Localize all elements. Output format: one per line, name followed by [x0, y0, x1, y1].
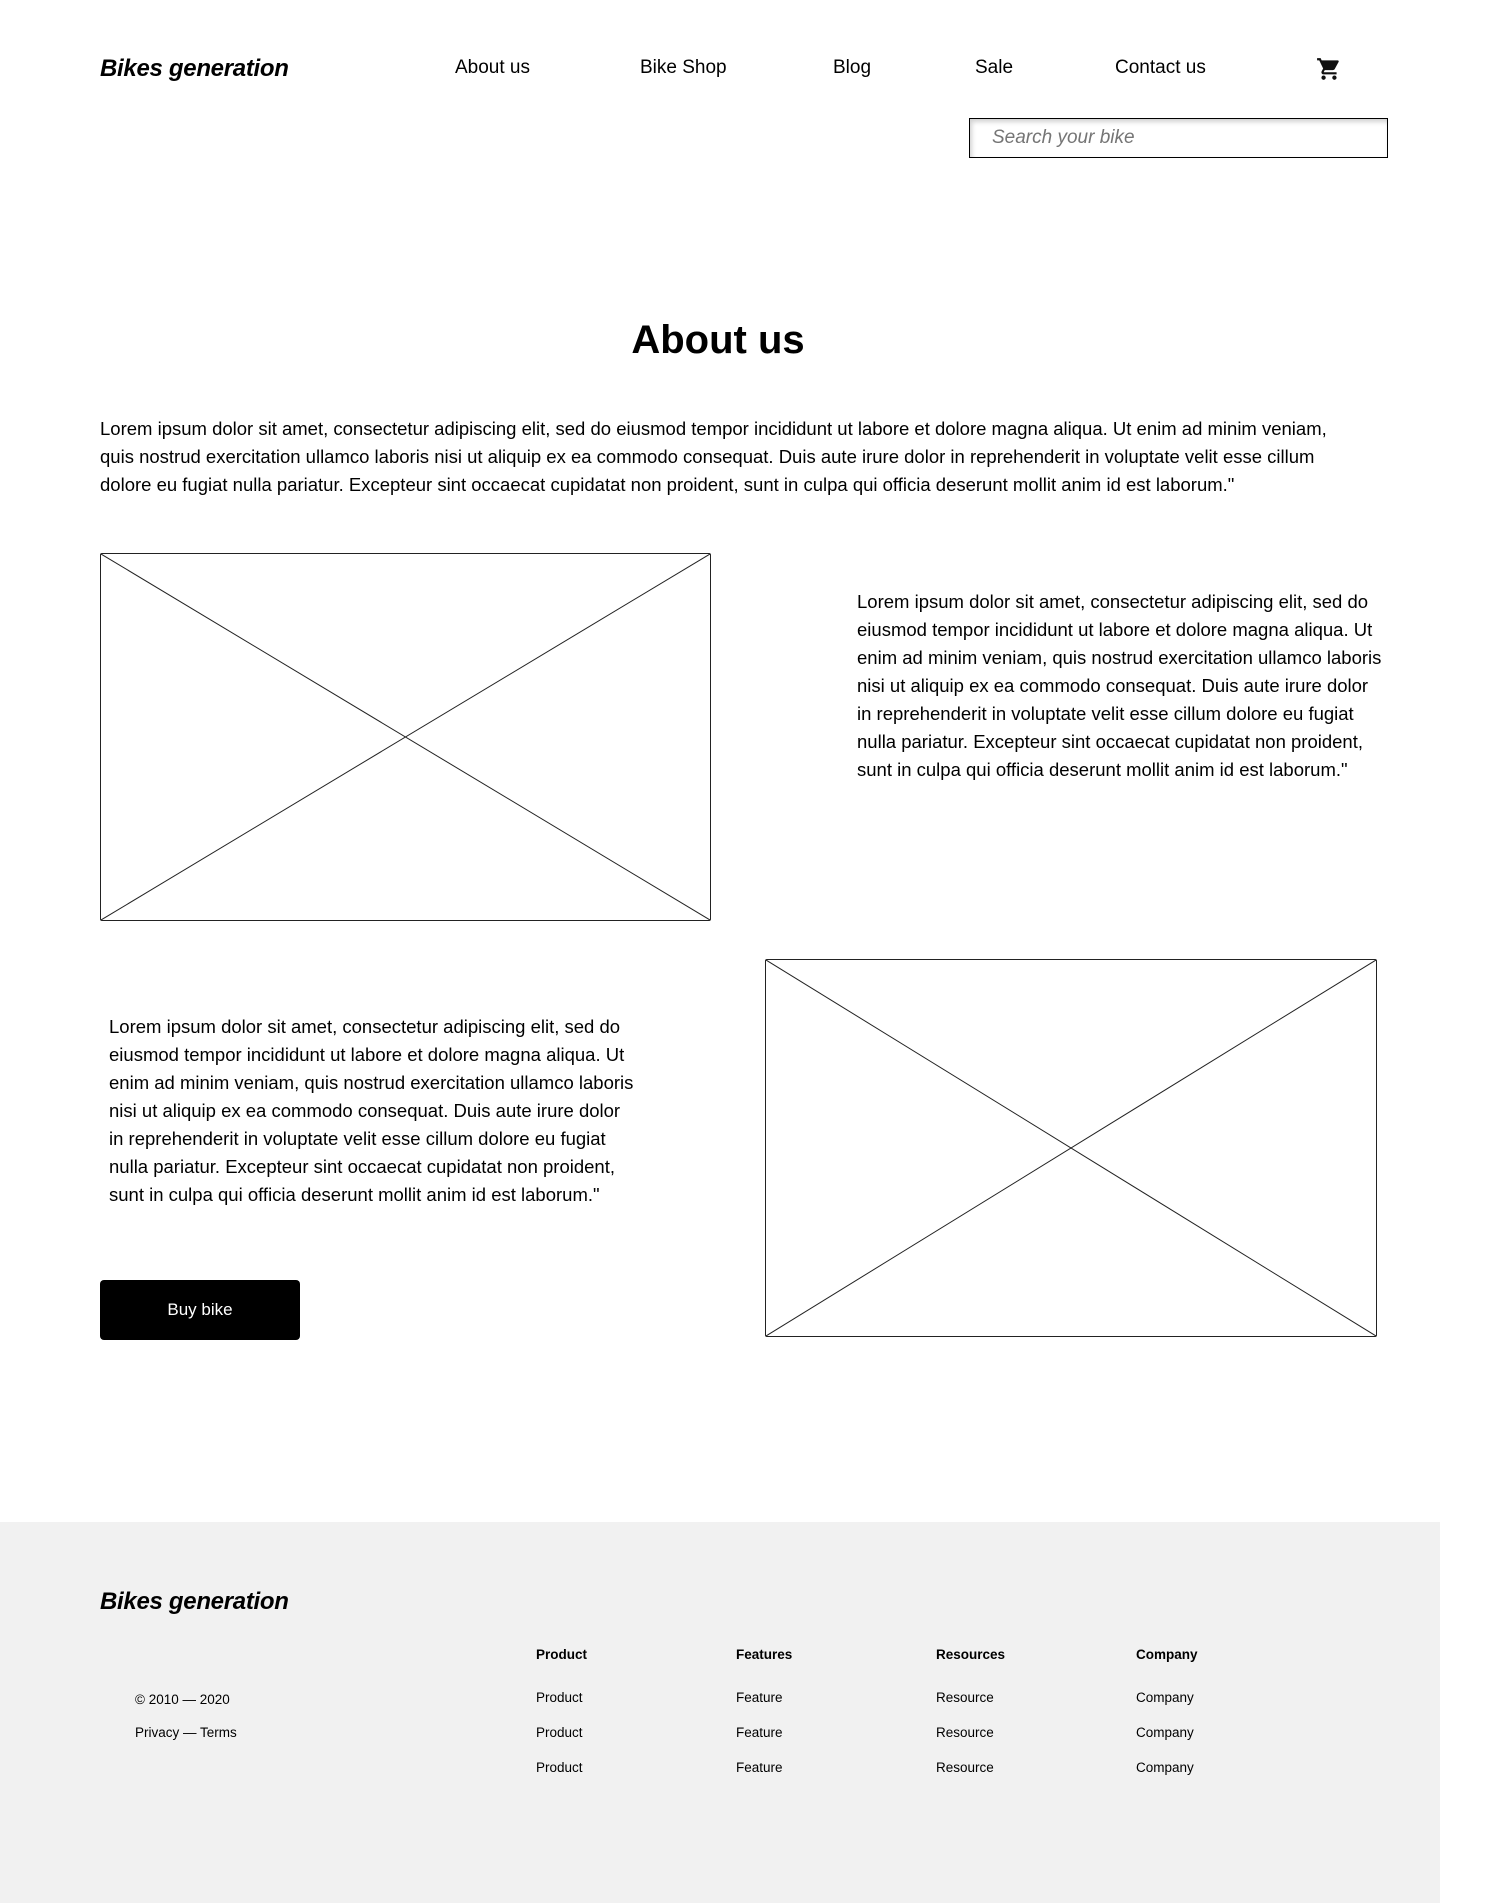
footer-link[interactable]: Resource — [936, 1690, 994, 1705]
footer-link[interactable]: Product — [536, 1690, 583, 1705]
nav-blog[interactable]: Blog — [833, 57, 872, 78]
footer-column-company — [1136, 1647, 1286, 1775]
footer-link[interactable]: Company — [1136, 1725, 1194, 1740]
footer-column-product — [536, 1647, 686, 1775]
footer-link[interactable]: Resource — [936, 1760, 994, 1775]
footer-link[interactable]: Feature — [736, 1725, 783, 1740]
footer-column-resources — [936, 1647, 1086, 1775]
text-block-1: Lorem ipsum dolor sit amet, consectetur adipiscing elit, sed do eiusmod tempor incididunt ut labore et dolore magna aliqua. Ut enim ad minim veniam, quis nostrud exercitation ullamco laboris nisi ut aliquip ex ea commodo consequat. Duis aute irure dolor in reprehenderit in voluptate velit esse cillum dolore eu fugiat nulla pariatur. Excepteur sint occaecat cupidatat non proident, sunt in culpa qui officia deserunt mollit anim id est laborum." — [857, 591, 1382, 780]
nav-sale[interactable]: Sale — [975, 57, 1014, 78]
image-placeholder — [100, 553, 711, 921]
copyright: © 2010 — 2020 — [135, 1692, 230, 1707]
nav-about-us[interactable]: About us — [455, 57, 530, 78]
footer-link[interactable]: Company — [1136, 1690, 1194, 1705]
logo[interactable]: Bikes generation — [100, 55, 289, 82]
footer-logo: Bikes generation — [100, 1588, 289, 1615]
search-input[interactable] — [969, 118, 1388, 158]
footer-link[interactable]: Resource — [936, 1725, 994, 1740]
intro-paragraph: Lorem ipsum dolor sit amet, consectetur adipiscing elit, sed do eiusmod tempor incididunt ut labore et dolore magna aliqua. Ut enim ad minim veniam, quis nostrud exercitation ullamco laboris nisi ut aliquip ex ea commodo consequat. Duis aute irure dolor in reprehenderit in voluptate velit esse cillum dolore eu fugiat nulla pariatur. Excepteur sint occaecat cupidatat non proident, sunt in culpa qui officia deserunt mollit anim id est laborum." — [100, 418, 1327, 495]
column-title: Features — [736, 1647, 793, 1662]
footer-link[interactable]: Feature — [736, 1690, 783, 1705]
column-title: Resources — [936, 1647, 1006, 1662]
footer-link[interactable]: Company — [1136, 1760, 1194, 1775]
footer-link[interactable]: Product — [536, 1760, 583, 1775]
column-title: Company — [1136, 1647, 1198, 1662]
column-title: Product — [536, 1647, 588, 1662]
page-title: About us — [631, 318, 805, 362]
footer-link[interactable]: Product — [536, 1725, 583, 1740]
nav-contact-us[interactable]: Contact us — [1115, 57, 1206, 78]
privacy-terms-link[interactable]: Privacy — Terms — [135, 1725, 237, 1740]
buy-bike-button[interactable]: Buy bike — [100, 1280, 300, 1340]
cart-icon[interactable] — [1316, 56, 1342, 82]
footer-link[interactable]: Feature — [736, 1760, 783, 1775]
image-placeholder — [765, 959, 1377, 1337]
footer-column-features — [736, 1647, 886, 1775]
text-block-2: Lorem ipsum dolor sit amet, consectetur adipiscing elit, sed do eiusmod tempor incididunt ut labore et dolore magna aliqua. Ut enim ad minim veniam, quis nostrud exercitation ullamco laboris nisi ut aliquip ex ea commodo consequat. Duis aute irure dolor in reprehenderit in voluptate velit esse cillum dolore eu fugiat nulla pariatur. Excepteur sint occaecat cupidatat non proident, sunt in culpa qui officia deserunt mollit anim id est laborum." — [109, 1016, 634, 1205]
footer — [0, 1522, 1440, 1903]
nav-bike-shop[interactable]: Bike Shop — [640, 57, 727, 78]
